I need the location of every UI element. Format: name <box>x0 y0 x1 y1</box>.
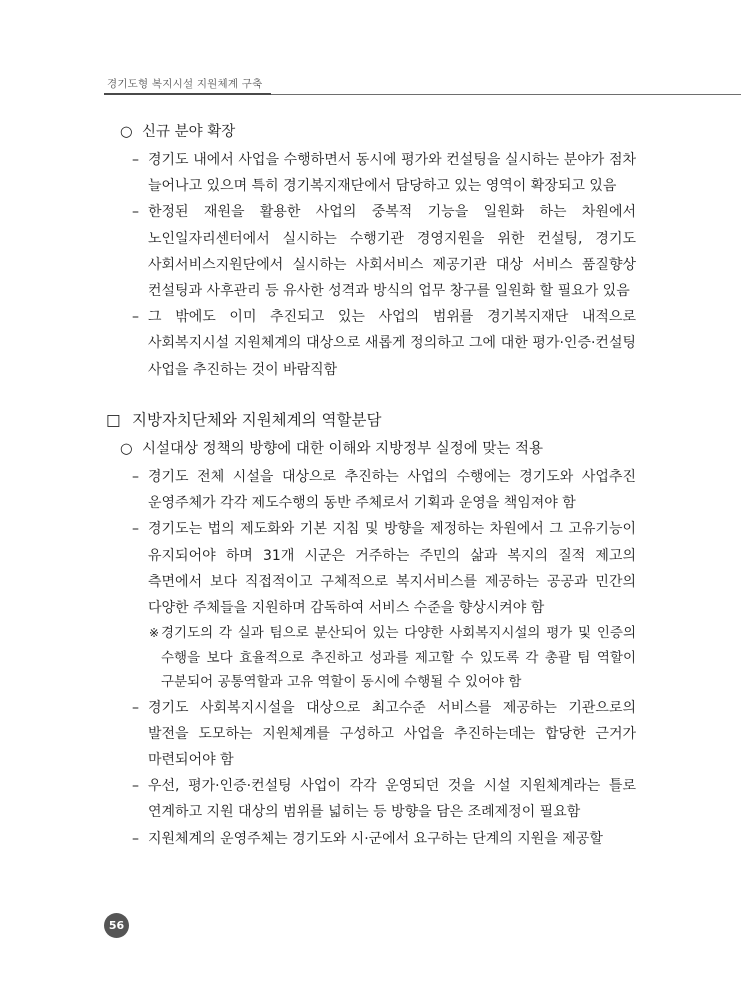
list-item <box>132 695 636 774</box>
list-item-text: 한정된 재원을 활용한 사업의 중복적 기능을 일원화 하는 차원에서 노인일자리센터에서 실시하는 수행기관 경영지원을 위한 컨설팅, 경기도 사회서비스지원단에서 실시하는 사회서비스 제공기관 대상 서비스 품질향상 컨설팅과 사후관리 등 유사한 성격과 방식의 업무 창구를 일원화 할 필요가 있음 <box>148 204 636 300</box>
section-heading-role-division <box>106 409 636 431</box>
list-item <box>132 147 636 199</box>
section-heading-text: 지방자치단체와 지원체계의 역할분담 <box>132 410 382 429</box>
dash-bullet-icon: – <box>132 830 139 847</box>
list-item-text: 지원체계의 운영주체는 경기도와 시·군에서 요구하는 단계의 지원을 제공할 <box>148 830 603 847</box>
dash-bullet-icon: – <box>132 468 139 485</box>
square-bullet-icon: □ <box>106 410 121 429</box>
list-item-text: 경기도는 법의 제도화와 기본 지침 및 방향을 제정하는 차원에서 그 고유기능이 유지되어야 하며 31개 시군은 거주하는 주민의 삶과 복지의 질적 제고의 측면에서 보다 직접적이고 구체적으로 복지서비스를 제공하는 공공과 민간의 다양한 주체들을 지원하며 감독하여 서비스 수준을 향상시켜야 함 <box>148 521 636 616</box>
list-item-text: 우선, 평가·인증·컨설팅 사업이 각각 운영되던 것을 시설 지원체계라는 틀로 연계하고 지원 대상의 범위를 넓히는 등 방향을 담은 조례제정이 필요함 <box>148 778 636 821</box>
subheading-policy-direction <box>120 438 636 460</box>
dash-bullet-icon: – <box>132 152 139 168</box>
subheading-new-field-expansion <box>120 121 636 143</box>
dash-bullet-icon: – <box>132 309 139 326</box>
page-body <box>106 121 636 852</box>
list-item <box>132 304 636 383</box>
subheading-text: 신규 분야 확장 <box>142 124 236 140</box>
page-number-badge: 56 <box>104 913 129 938</box>
dash-bullet-icon: – <box>132 521 139 538</box>
note-item <box>149 621 636 695</box>
list-item <box>132 773 636 825</box>
list-item <box>132 199 636 304</box>
reference-mark-icon: ※ <box>149 626 160 641</box>
list-item <box>132 464 636 516</box>
list-item-text: 그 밖에도 이미 추진되고 있는 사업의 범위를 경기복지재단 내적으로 사회복지시설 지원체계의 대상으로 새롭게 정의하고 그에 대한 평가·인증·컨설팅 사업을 추진하는 것이 바람직함 <box>148 309 636 378</box>
list-item <box>132 516 636 621</box>
list-item <box>132 826 636 852</box>
running-header-title: 경기도형 복지시설 지원체계 구축 <box>107 78 263 90</box>
dash-bullet-icon: – <box>132 204 139 221</box>
list-item-text: 경기도 내에서 사업을 수행하면서 동시에 평가와 컨설팅을 실시하는 분야가 점차 늘어나고 있으며 특히 경기복지재단에서 담당하고 있는 영역이 확장되고 있음 <box>148 152 636 195</box>
list-item-text: 경기도 전체 시설을 대상으로 추진하는 사업의 수행에는 경기도와 사업추진 운영주체가 각각 제도수행의 동반 주체로서 기획과 운영을 책임져야 함 <box>148 468 636 512</box>
header-rule-accent <box>104 93 271 95</box>
dash-bullet-icon: – <box>132 778 139 795</box>
subheading-text: 시설대상 정책의 방향에 대한 이해와 지방정부 실정에 맞는 적용 <box>142 440 544 457</box>
circle-bullet-icon: ○ <box>120 440 133 457</box>
note-text: 경기도의 각 실과 팀으로 분산되어 있는 다양한 사회복지시설의 평가 및 인증의 수행을 보다 효율적으로 추진하고 성과를 제고할 수 있도록 각 총괄 팀 역할이 구분되어 공통역할과 고유 역할이 동시에 수행될 수 있어야 함 <box>161 625 636 691</box>
list-item-text: 경기도 사회복지시설을 대상으로 최고수준 서비스를 제공하는 기관으로의 발전을 도모하는 지원체계를 구성하고 사업을 추진하는데는 합당한 근거가 마련되어야 함 <box>148 699 636 769</box>
circle-bullet-icon: ○ <box>120 124 133 140</box>
dash-bullet-icon: – <box>132 699 139 716</box>
